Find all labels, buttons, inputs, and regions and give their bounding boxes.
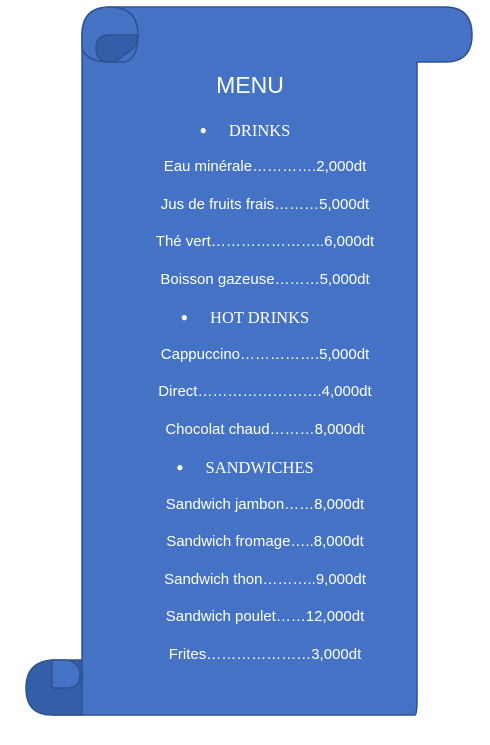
menu-item: Jus de fruits frais………5,000dt — [160, 196, 370, 213]
menu-item: Thé vert…………………..6,000dt — [155, 233, 375, 250]
section-sandwiches — [0, 458, 490, 478]
menu-item: Cappuccino…………….5,000dt — [160, 346, 370, 363]
menu-item: Direct…………………….4,000dt — [158, 383, 372, 400]
menu-item: Frites…………………3,000dt — [168, 646, 362, 663]
menu-item: Sandwich poulet……12,000dt — [165, 608, 365, 625]
section-hot-drinks — [0, 308, 490, 328]
menu-item: Eau minérale………….2,000dt — [163, 158, 367, 175]
scroll-bottom-curl-inner — [52, 660, 80, 688]
bullet-icon: ● — [199, 123, 207, 137]
bullet-icon: ● — [176, 460, 184, 474]
menu-item: Sandwich jambon……8,000dt — [165, 496, 365, 513]
section-title: HOT DRINKS — [210, 308, 310, 327]
bullet-icon: ● — [180, 310, 189, 324]
menu-item: Chocolat chaud………8,000dt — [165, 421, 365, 438]
section-title: SANDWICHES — [205, 458, 314, 477]
menu-title: MENU — [216, 72, 284, 98]
section-drinks — [0, 121, 490, 141]
menu-item: Boisson gazeuse………5,000dt — [160, 271, 370, 288]
section-title: DRINKS — [228, 121, 291, 140]
menu-item: Sandwich fromage…..8,000dt — [166, 533, 364, 550]
menu-item: Sandwich thon………..9,000dt — [164, 571, 366, 588]
